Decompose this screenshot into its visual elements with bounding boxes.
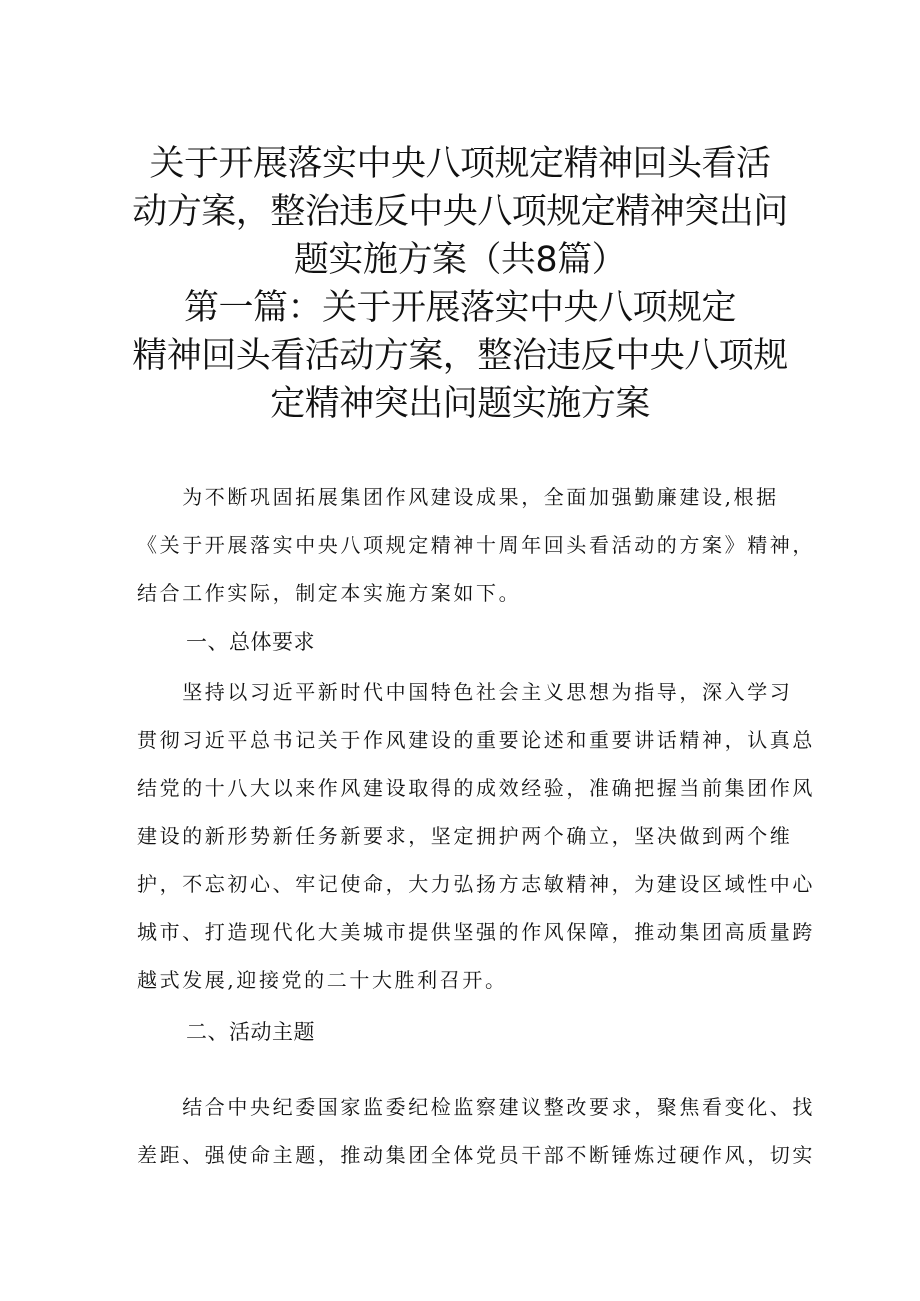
paragraph-line: 差距、强使命主题，推动集团全体党员干部不断锤炼过硬作风，切实 (137, 1143, 815, 1167)
paragraph-line: 《关于开展落实中央八项规定精神十周年回头看活动的方案》精神， (137, 533, 815, 557)
title-line: 定精神突出问题实施方案 (270, 384, 650, 424)
title-line: 第一篇：关于开展落实中央八项规定 (183, 288, 736, 328)
section-heading-activity-theme: 二、活动主题 (186, 1020, 315, 1044)
activity-theme-paragraph (137, 1083, 815, 1179)
paragraph-line: 贯彻习近平总书记关于作风建设的重要论述和重要讲话精神，认真总 (137, 728, 815, 752)
paragraph-line: 建设的新形势新任务新要求，坚定拥护两个确立，坚决做到两个维 (137, 824, 793, 848)
paragraph-line: 城市、打造现代化大美城市提供坚强的作风保障，推动集团高质量跨 (137, 920, 815, 944)
section-heading-overall-requirements: 一、总体要求 (186, 630, 315, 654)
overall-requirements-paragraph (137, 668, 815, 1004)
title-line: 关于开展落实中央八项规定精神回头看活 (149, 144, 771, 184)
paragraph-line: 结合中央纪委国家监委纪检监察建议整改要求，聚焦看变化、找 (137, 1095, 815, 1119)
paragraph-line: 结党的十八大以来作风建设取得的成效经验，准确把握当前集团作风 (137, 776, 815, 800)
document-title (100, 140, 820, 428)
title-line: 精神回头看活动方案，整治违反中央八项规 (132, 336, 788, 376)
title-line: 题实施方案（共8篇） (293, 240, 627, 280)
paragraph-line: 结合工作实际，制定本实施方案如下。 (137, 581, 522, 605)
paragraph-line: 为不断巩固拓展集团作风建设成果，全面加强勤廉建设,根据 (137, 485, 779, 509)
paragraph-line: 坚持以习近平新时代中国特色社会主义思想为指导，深入学习 (137, 680, 793, 704)
paragraph-line: 护，不忘初心、牢记使命，大力弘扬方志敏精神，为建设区域性中心 (137, 872, 815, 896)
intro-paragraph (137, 473, 815, 617)
title-line: 动方案，整治违反中央八项规定精神突出问 (132, 192, 788, 232)
paragraph-line: 越式发展,迎接党的二十大胜利召开。 (137, 968, 508, 992)
